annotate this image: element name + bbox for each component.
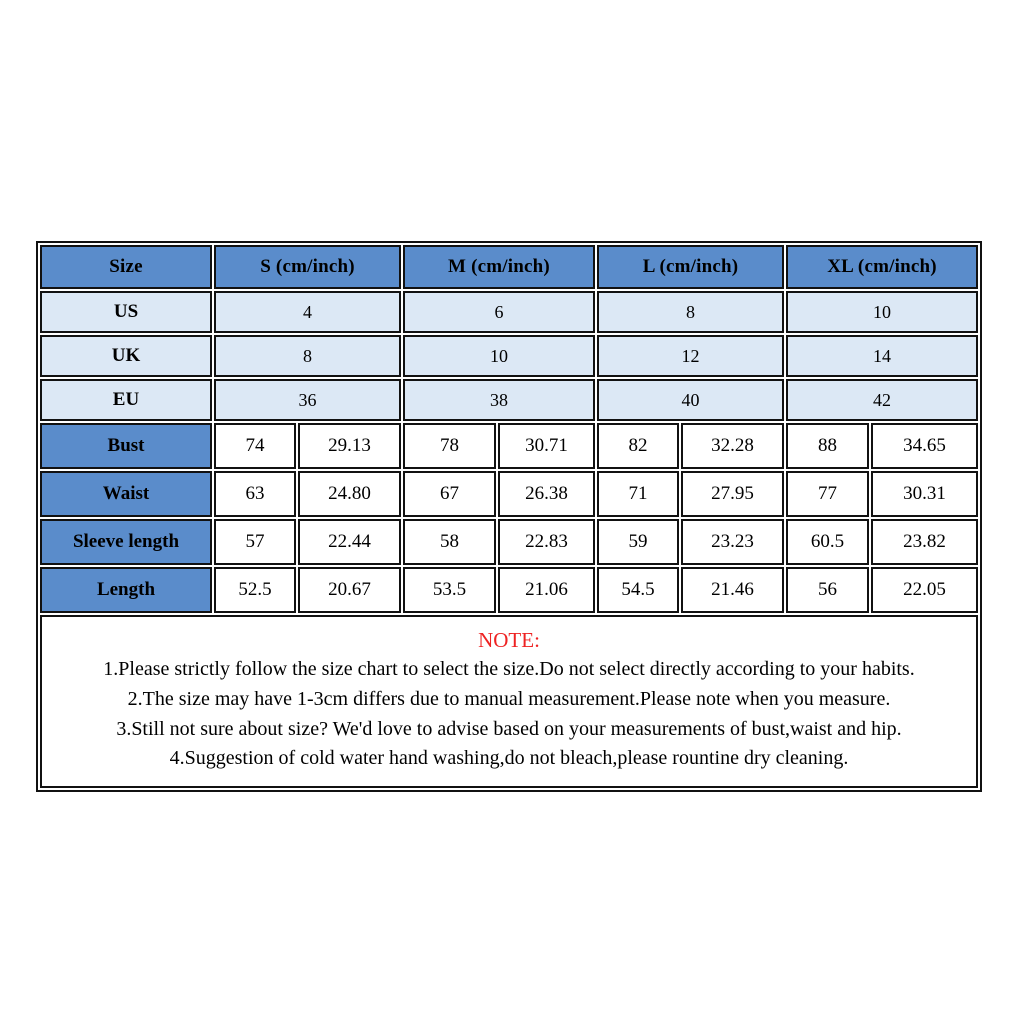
cell-sleeve-l-inch: 23.23 <box>681 519 784 565</box>
cell-us-s: 4 <box>214 291 401 333</box>
column-header-size: Size <box>40 245 212 289</box>
table-row <box>40 471 978 517</box>
note-line-3: 3.Still not sure about size? We'd love to advise based on your measurements of bust,waist and hip. <box>116 717 902 740</box>
column-header-m: M (cm/inch) <box>403 245 595 289</box>
cell-eu-xl: 42 <box>786 379 978 421</box>
table-row <box>40 423 978 469</box>
cell-waist-xl-inch: 30.31 <box>871 471 978 517</box>
cell-waist-s-inch: 24.80 <box>298 471 401 517</box>
note-title: NOTE: <box>478 628 540 652</box>
cell-sleeve-m-cm: 58 <box>403 519 496 565</box>
note-line-1: 1.Please strictly follow the size chart to select the size.Do not select directly according to your habits. <box>103 658 915 681</box>
row-label-length: Length <box>40 567 212 613</box>
table-row <box>40 567 978 613</box>
cell-bust-l-inch: 32.28 <box>681 423 784 469</box>
table-row <box>40 335 978 377</box>
cell-sleeve-xl-cm: 60.5 <box>786 519 869 565</box>
size-chart-table <box>36 241 982 792</box>
cell-length-xl-inch: 22.05 <box>871 567 978 613</box>
note-row <box>40 615 978 788</box>
cell-us-l: 8 <box>597 291 784 333</box>
cell-waist-l-inch: 27.95 <box>681 471 784 517</box>
cell-bust-m-inch: 30.71 <box>498 423 595 469</box>
cell-bust-s-inch: 29.13 <box>298 423 401 469</box>
cell-length-m-cm: 53.5 <box>403 567 496 613</box>
cell-bust-xl-inch: 34.65 <box>871 423 978 469</box>
cell-waist-xl-cm: 77 <box>786 471 869 517</box>
cell-uk-l: 12 <box>597 335 784 377</box>
cell-waist-s-cm: 63 <box>214 471 296 517</box>
note-line-4: 4.Suggestion of cold water hand washing,do not bleach,please rountine dry cleaning. <box>169 747 849 770</box>
table-row <box>40 519 978 565</box>
cell-length-s-inch: 20.67 <box>298 567 401 613</box>
column-header-xl: XL (cm/inch) <box>786 245 978 289</box>
table-row <box>40 291 978 333</box>
row-label-us: US <box>40 291 212 333</box>
row-label-eu: EU <box>40 379 212 421</box>
cell-eu-l: 40 <box>597 379 784 421</box>
cell-bust-xl-cm: 88 <box>786 423 869 469</box>
row-label-uk: UK <box>40 335 212 377</box>
cell-length-l-cm: 54.5 <box>597 567 679 613</box>
size-chart-container <box>36 241 974 792</box>
cell-length-xl-cm: 56 <box>786 567 869 613</box>
cell-sleeve-xl-inch: 23.82 <box>871 519 978 565</box>
cell-sleeve-l-cm: 59 <box>597 519 679 565</box>
cell-length-l-inch: 21.46 <box>681 567 784 613</box>
cell-us-m: 6 <box>403 291 595 333</box>
cell-sleeve-m-inch: 22.83 <box>498 519 595 565</box>
row-label-sleeve-length: Sleeve length <box>40 519 212 565</box>
cell-uk-xl: 14 <box>786 335 978 377</box>
cell-uk-s: 8 <box>214 335 401 377</box>
note-cell <box>40 615 978 788</box>
cell-bust-s-cm: 74 <box>214 423 296 469</box>
cell-eu-s: 36 <box>214 379 401 421</box>
row-label-bust: Bust <box>40 423 212 469</box>
table-header-row <box>40 245 978 289</box>
cell-us-xl: 10 <box>786 291 978 333</box>
note-line-2: 2.The size may have 1-3cm differs due to manual measurement.Please note when you measure. <box>127 688 891 711</box>
cell-uk-m: 10 <box>403 335 595 377</box>
cell-waist-m-inch: 26.38 <box>498 471 595 517</box>
cell-waist-l-cm: 71 <box>597 471 679 517</box>
row-label-waist: Waist <box>40 471 212 517</box>
table-row <box>40 379 978 421</box>
cell-length-m-inch: 21.06 <box>498 567 595 613</box>
cell-length-s-cm: 52.5 <box>214 567 296 613</box>
cell-waist-m-cm: 67 <box>403 471 496 517</box>
cell-bust-l-cm: 82 <box>597 423 679 469</box>
cell-sleeve-s-inch: 22.44 <box>298 519 401 565</box>
cell-eu-m: 38 <box>403 379 595 421</box>
cell-sleeve-s-cm: 57 <box>214 519 296 565</box>
column-header-l: L (cm/inch) <box>597 245 784 289</box>
column-header-s: S (cm/inch) <box>214 245 401 289</box>
cell-bust-m-cm: 78 <box>403 423 496 469</box>
